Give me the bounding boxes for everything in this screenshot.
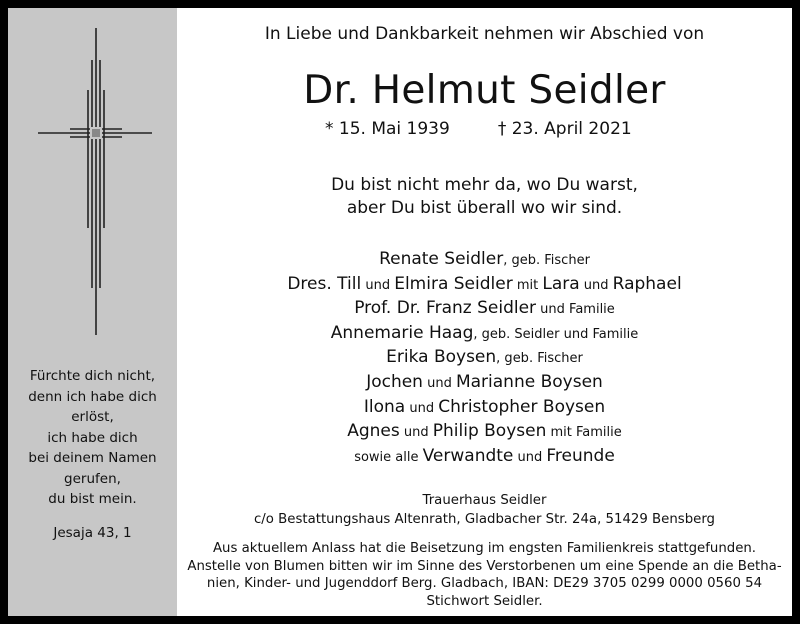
obituary-card: [8, 8, 792, 616]
death-date: † 23. April 2021: [497, 119, 632, 139]
mourner-connector: und: [399, 425, 433, 441]
intro-line: In Liebe und Dankbarkeit nehmen wir Abschied von: [264, 24, 705, 44]
mourning-house: [177, 492, 792, 529]
verse-line: gerufen,: [64, 470, 121, 487]
house-name: Trauerhaus Seidler: [422, 493, 547, 508]
mourner-line: [177, 248, 792, 273]
cross-icon: [38, 28, 153, 338]
mourner-name: Jochen: [366, 371, 423, 392]
mourner-connector: und: [422, 375, 456, 391]
mourner-connector: sowie alle: [354, 449, 423, 465]
notice-line: nien, Kinder- und Jugenddorf Berg. Gladbach, IBAN: DE29 3705 0299 0000 0560 54: [206, 576, 763, 591]
mourner-name: Verwandte: [422, 445, 514, 466]
mourner-name: Lara: [542, 273, 580, 294]
birth-date: * 15. Mai 1939: [325, 119, 450, 139]
mourner-line: [177, 346, 792, 371]
mourner-line: [177, 273, 792, 298]
verse-line: ich habe dich: [47, 429, 138, 446]
mourner-name: Dres. Till: [287, 273, 362, 294]
mourner-connector: mit: [512, 277, 543, 293]
notice-line: Stichwort Seidler.: [426, 593, 543, 609]
mourner-line: [177, 420, 792, 445]
mourner-name: Marianne Boysen: [455, 371, 603, 392]
house-address: c/o Bestattungshaus Altenrath, Gladbacher Str. 24a, 51429 Bensberg: [253, 511, 715, 527]
mourner-connector: mit Familie: [546, 425, 622, 441]
mourner-connector: und: [405, 400, 439, 416]
mourner-connector: , geb. Fischer: [503, 253, 590, 268]
verse-line: du bist mein.: [48, 491, 137, 507]
mourner-connector: und: [361, 277, 395, 293]
mourner-name: Elmira Seidler: [394, 273, 513, 294]
mourner-line: [177, 396, 792, 421]
mourner-name: Ilona: [363, 396, 406, 417]
mourner-name: Erika Boysen: [386, 347, 497, 368]
mourner-line: [177, 371, 792, 396]
verse-line: bei deinem Namen: [28, 450, 157, 466]
funeral-notice: [177, 540, 792, 610]
mourner-connector: und: [579, 277, 613, 293]
mourner-line: [177, 297, 792, 322]
mourner-name: Raphael: [612, 273, 682, 294]
mourner-name: Annemarie Haag: [330, 322, 474, 343]
mourner-line: [177, 322, 792, 347]
mourner-connector: , geb. Seidler und Familie: [473, 326, 639, 342]
mourner-connector: und Familie: [536, 302, 615, 318]
mourner-connector: , geb. Fischer: [496, 351, 583, 367]
mourner-name: Agnes: [347, 421, 400, 442]
mourners-list: [177, 248, 792, 469]
verse-line: denn ich habe dich: [28, 388, 157, 405]
notice-line: Anstelle von Blumen bitten wir im Sinne des Verstorbenen um eine Spende an die Betha-: [187, 558, 782, 574]
mourner-name: Renate Seidler: [379, 249, 504, 269]
quote-line: Du bist nicht mehr da, wo Du warst,: [331, 175, 638, 195]
mourner-name: Christopher Boysen: [438, 396, 606, 417]
memorial-quote: [177, 174, 792, 219]
mourner-name: Freunde: [546, 445, 615, 466]
verse-line: Fürchte dich nicht,: [29, 368, 156, 384]
mourner-name: Prof. Dr. Franz Seidler: [354, 298, 537, 319]
life-dates: [325, 119, 632, 139]
quote-line: aber Du bist überall wo wir sind.: [346, 197, 623, 218]
mourner-name: Philip Boysen: [432, 421, 547, 442]
mourner-connector: und: [513, 449, 547, 465]
verse-line: erlöst,: [71, 409, 114, 425]
notice-line: Aus aktuellem Anlass hat die Beisetzung im engsten Familienkreis stattgefunden.: [212, 541, 757, 556]
deceased-name: Dr. Helmut Seidler: [303, 68, 666, 113]
bible-verse: [8, 366, 177, 510]
sidebar: [8, 8, 177, 616]
verse-reference: Jesaja 43, 1: [53, 525, 132, 541]
main-content: [177, 8, 792, 616]
mourner-line: [177, 445, 792, 470]
